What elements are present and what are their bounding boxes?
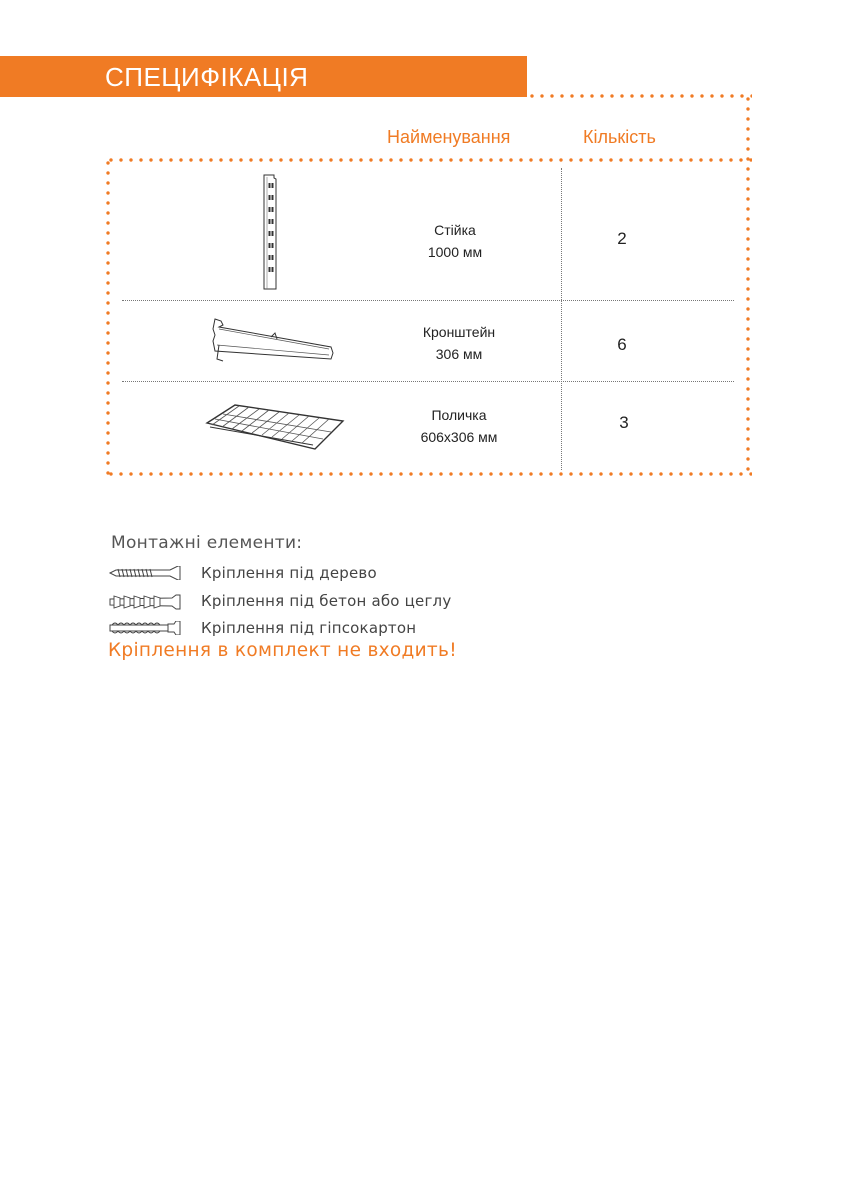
column-header-name: Найменування bbox=[387, 127, 511, 147]
item-size: 606х306 мм bbox=[420, 429, 498, 445]
row-divider bbox=[122, 300, 734, 301]
item-title: Поличка bbox=[431, 407, 487, 423]
column-divider bbox=[561, 168, 562, 470]
frame-right-dots bbox=[746, 94, 750, 476]
mounting-label: Кріплення під бетон або цеглу bbox=[201, 592, 452, 610]
mounting-title: Монтажні елементи: bbox=[111, 533, 303, 553]
frame-bottom-dots bbox=[106, 472, 752, 476]
item-quantity: 6 bbox=[617, 335, 627, 354]
item-name bbox=[384, 321, 534, 365]
item-name bbox=[380, 219, 530, 263]
wire-shelf-icon bbox=[203, 401, 347, 453]
item-quantity: 3 bbox=[619, 413, 629, 432]
wood-screw-icon bbox=[108, 566, 184, 580]
item-title: Кронштейн bbox=[422, 324, 496, 340]
drywall-anchor-icon bbox=[108, 621, 184, 635]
header-divider-dots bbox=[106, 158, 752, 162]
item-title: Стійка bbox=[434, 222, 476, 238]
item-size: 1000 мм bbox=[427, 244, 483, 260]
mounting-label: Кріплення під дерево bbox=[201, 564, 377, 582]
frame-left-dots bbox=[106, 158, 110, 476]
mounting-label: Кріплення під гіпсокартон bbox=[201, 619, 417, 637]
header-banner bbox=[0, 56, 527, 97]
bracket-icon bbox=[205, 315, 337, 367]
item-quantity: 2 bbox=[617, 229, 627, 248]
row-divider bbox=[122, 381, 734, 382]
concrete-anchor-icon bbox=[108, 594, 184, 610]
page-title: СПЕЦИФІКАЦІЯ bbox=[105, 62, 309, 92]
item-size: 306 мм bbox=[435, 346, 483, 362]
upright-post-icon bbox=[258, 173, 282, 293]
column-header-quantity: Кількість bbox=[583, 127, 656, 147]
mounting-warning: Кріплення в комплект не входить! bbox=[108, 640, 457, 661]
frame-top-dots bbox=[527, 94, 752, 98]
item-name bbox=[384, 404, 534, 448]
